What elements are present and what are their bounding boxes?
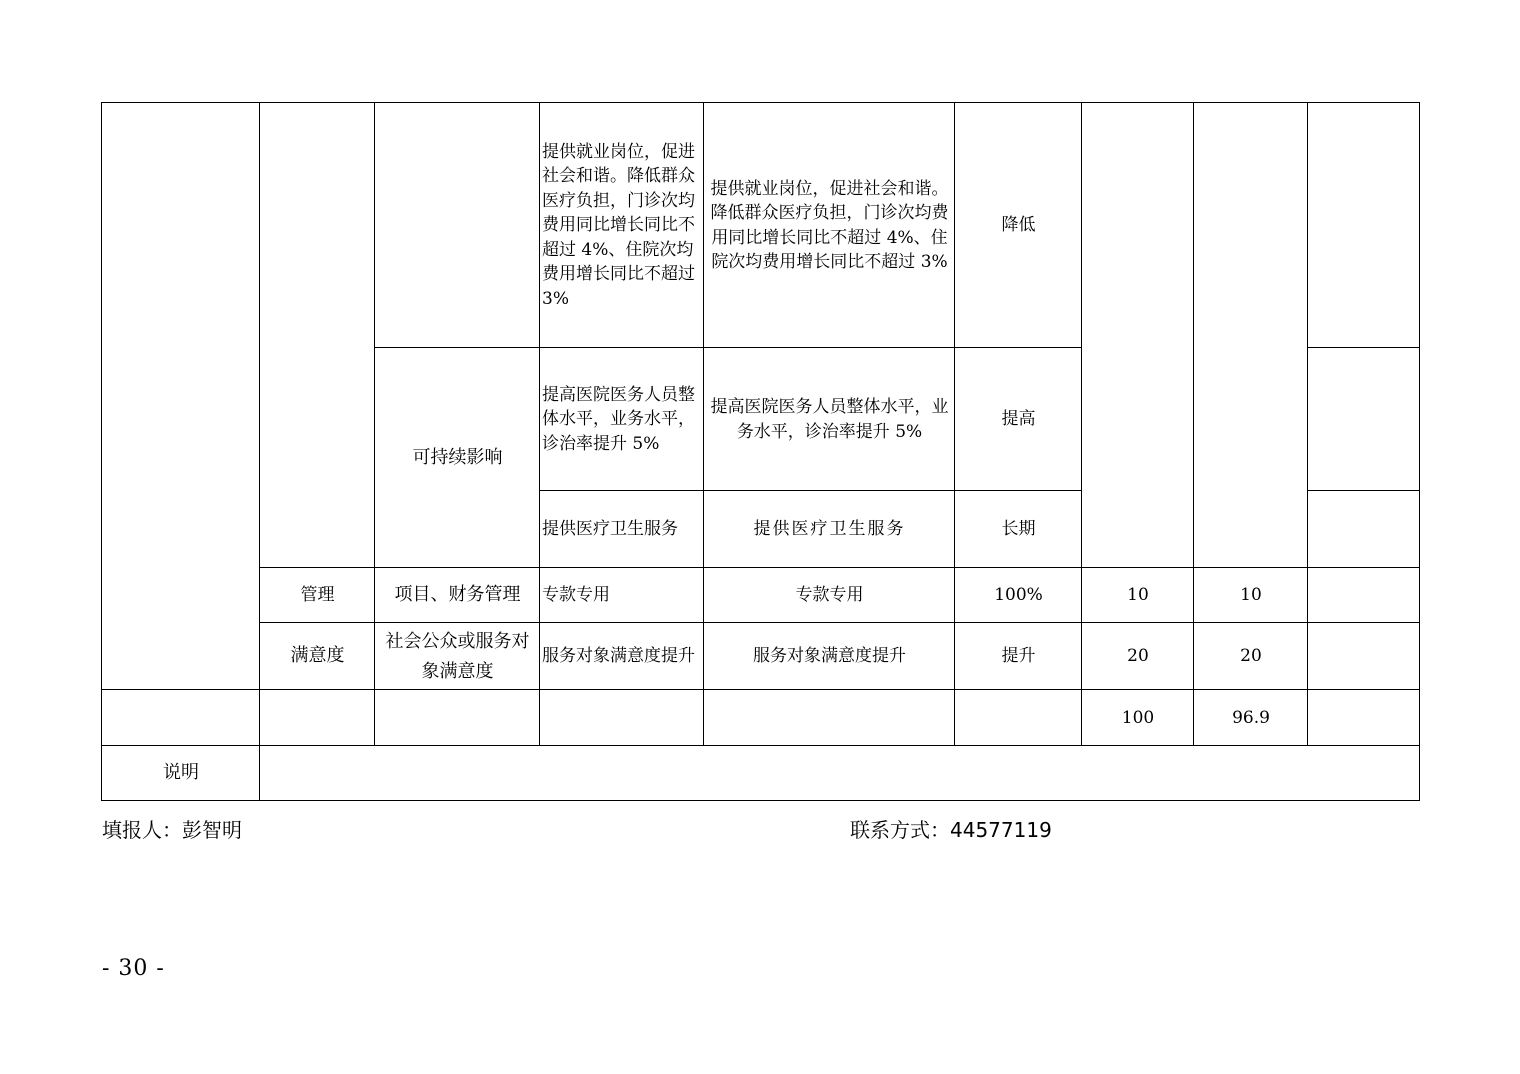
- column-divider: [1081, 102, 1082, 746]
- column-divider: [539, 102, 540, 746]
- table-border-top: [101, 102, 1420, 103]
- explanation-label: 说明: [163, 762, 199, 784]
- table-border-left: [101, 102, 102, 801]
- result-cell: 提升: [1001, 646, 1036, 667]
- column-divider: [703, 102, 704, 746]
- column-divider: [374, 102, 375, 746]
- total-weight-cell: 100: [1121, 707, 1155, 728]
- result-cell: 长期: [1001, 519, 1036, 540]
- actual-value-cell: 提供就业岗位，促进社会和谐。降低群众医疗负担，门诊次均费用同比增长同比不超过 4%、住院次均费用增长同比不超过 3%: [710, 178, 949, 272]
- level2-indicator-cell: 满意度: [290, 645, 345, 667]
- row-divider: [1307, 490, 1420, 491]
- total-score-cell: 96.9: [1232, 707, 1270, 728]
- column-divider: [1193, 102, 1194, 746]
- row-divider: [1307, 347, 1420, 348]
- table-border-bottom: [101, 800, 1420, 801]
- column-divider: [954, 102, 955, 746]
- column-divider: [1307, 102, 1308, 746]
- target-value-cell: 服务对象满意度提升: [542, 646, 695, 667]
- weight-cell: 10: [1127, 585, 1149, 606]
- reporter-text: 填报人：彭智明: [102, 818, 242, 842]
- row-divider: [260, 622, 1420, 623]
- weight-cell: 20: [1127, 646, 1149, 667]
- target-value-cell: 提高医院医务人员整体水平，业务水平，诊治率提升 5%: [542, 384, 695, 454]
- indicator-cell: 项目、财务管理: [394, 584, 521, 606]
- row-divider: [260, 567, 1420, 568]
- score-cell: 20: [1240, 646, 1262, 667]
- result-cell: 100%: [994, 585, 1043, 606]
- actual-value-cell: 服务对象满意度提升: [753, 646, 906, 667]
- actual-value-cell: 提供医疗卫生服务: [753, 519, 906, 540]
- actual-value-cell: 专款专用: [795, 585, 864, 606]
- row-divider: [540, 490, 1082, 491]
- target-value-cell: 提供就业岗位，促进社会和谐。降低群众医疗负担，门诊次均费用同比增长同比不超过 4%、住院次均费用增长同比不超过 3%: [542, 141, 695, 309]
- contact-text: 联系方式：44577119: [850, 818, 1052, 842]
- level2-indicator-cell: 管理: [300, 585, 335, 606]
- score-cell: 10: [1240, 585, 1262, 606]
- actual-value-cell: 提高医院医务人员整体水平，业务水平，诊治率提升 5%: [710, 397, 949, 442]
- page-number: - 30 -: [102, 956, 165, 981]
- indicator-cell: 可持续影响: [412, 446, 503, 468]
- table-border-right: [1419, 102, 1420, 801]
- row-divider: [101, 689, 1420, 690]
- result-cell: 降低: [1001, 215, 1036, 236]
- column-divider: [259, 102, 260, 801]
- result-cell: 提高: [1001, 409, 1036, 430]
- target-value-cell: 提供医疗卫生服务: [542, 519, 678, 540]
- row-divider: [375, 347, 1082, 348]
- indicator-cell: 社会公众或服务对象满意度: [385, 630, 530, 682]
- target-value-cell: 专款专用: [542, 585, 610, 606]
- row-divider: [101, 745, 1420, 746]
